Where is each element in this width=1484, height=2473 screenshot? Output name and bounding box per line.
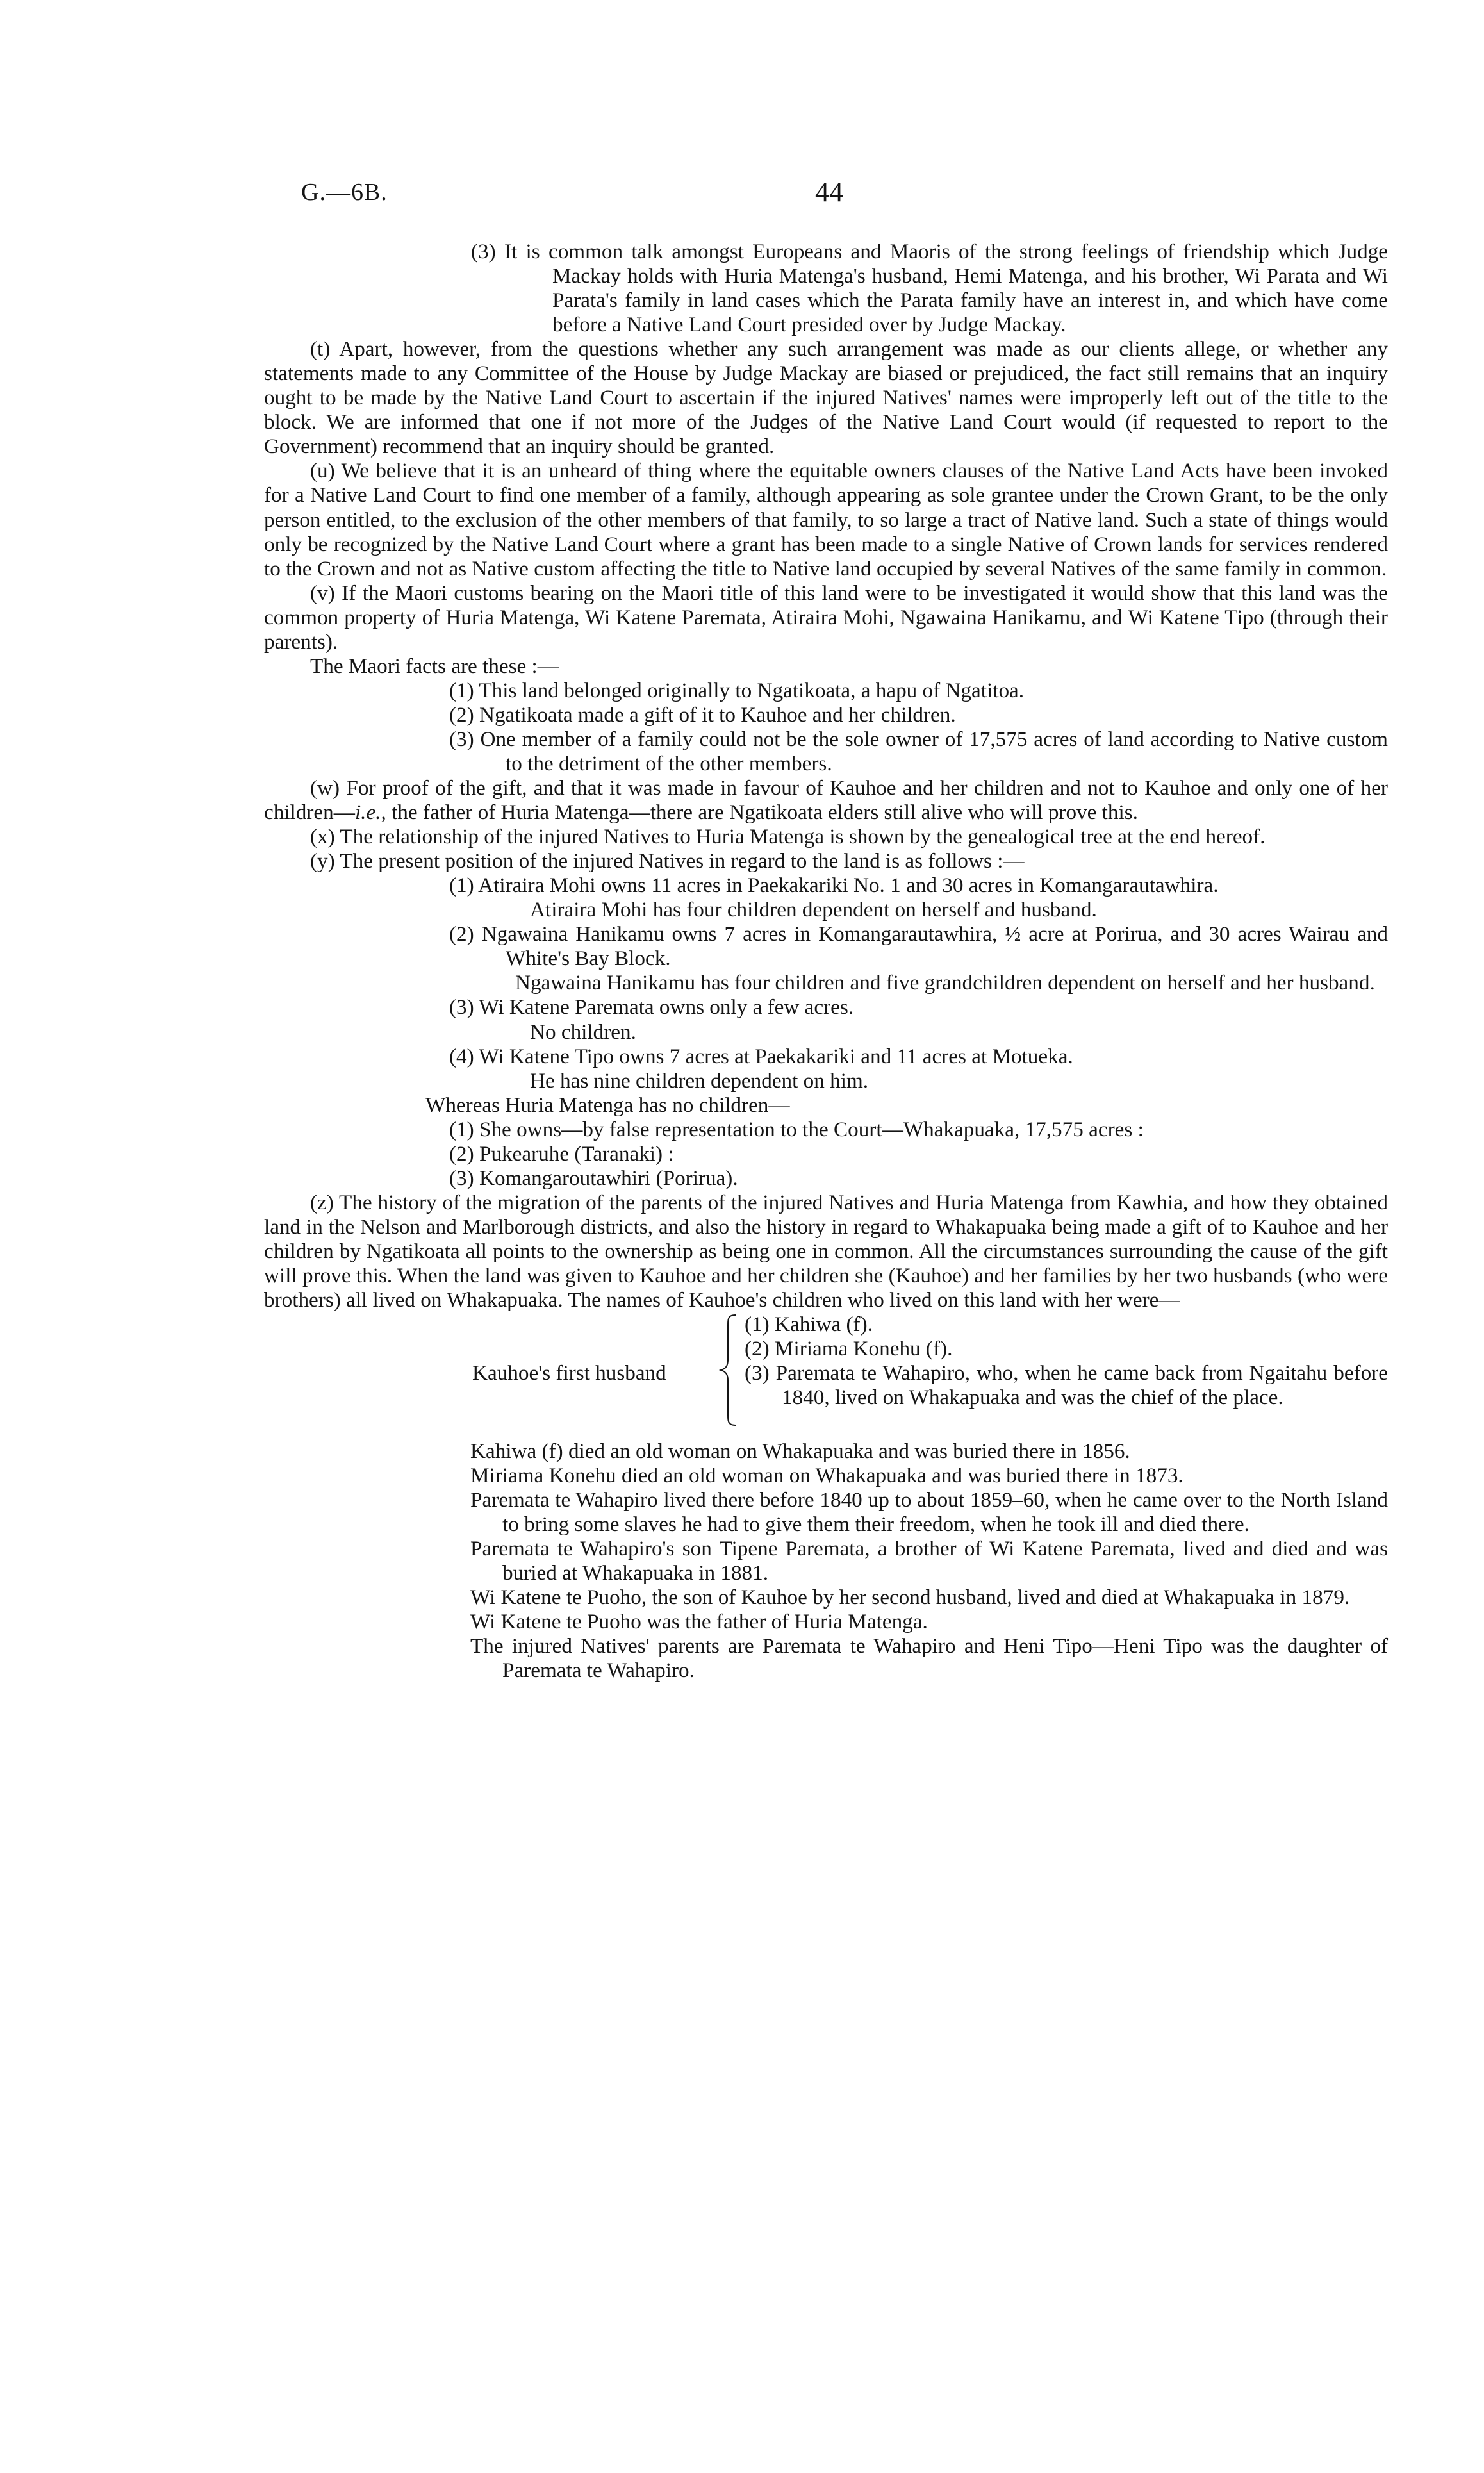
holding-1: (1) She owns—by false representation to the Court—Whakapuaka, 17,575 acres : [449,1117,1144,1141]
note-1: Kahiwa (f) died an old woman on Whakapuaka and was buried there in 1856. [470,1439,1130,1464]
paragraph-w-part-1: (w) For proof of the gift, and that it was made in favour of Kauhoe and her children and not to Kauhoe and only one of her children— [264,776,1388,825]
document-reference: G.—6B. [301,179,388,206]
paragraph-z: (z) The history of the migration of the parents of the injured Natives and Huria Matenga from Kawhia, and how they obtained land in the Nelson and Marlborough districts, and also the history in regard to Whakapuaka being made a gift of to Kauhoe and her children by Ngatikoata all points to the ownership as being one in common. All the circumstances surrounding the cause of the gift will prove this. When the land was given to Kauhoe and her children she (Kauhoe) and her families by her two husbands (who were brothers) all lived on Whakapuaka. The names of Kauhoe's children who lived on this land with her were— [264,1190,1388,1312]
facts-intro: The Maori facts are these :— [310,654,559,678]
fact-2: (2) Ngatikoata made a gift of it to Kauhoe and her children. [449,702,956,727]
paragraph-w-part-2: , the father of Huria Matenga—there are Ngatikoata elders still alive who will prove this. [381,800,1138,825]
document-body [264,240,1388,1683]
fact-1: (1) This land belonged originally to Ngatikoata, a hapu of Ngatitoa. [449,678,1025,702]
paragraph-t: (t) Apart, however, from the questions whether any such arrangement was made as our clients allege, or whether any statements made to any Committee of the House by Judge Mackay are biased or prejudiced, the fact still remains that an inquiry ought to be made by the Native Land Court to ascertain if the injured Natives' names were improperly left out of the title to the block. We are informed that one if not more of the Judges of the Native Land Court would (if requested to report to the Government) recommend that an inquiry should be granted. [264,337,1388,459]
paragraph-x: (x) The relationship of the injured Natives to Huria Matenga is shown by the genealogical tree at the end hereof. [310,825,1266,849]
paragraph-3: (3) It is common talk amongst Europeans and Maoris of the strong feelings of friendship which Judge Mackay holds with Huria Matenga's husband, Hemi Matenga, and his brother, Wi Parata and Wi Parata's family in land cases which the Parata family have an interest in, and which have come before a Native Land Court presided over by Judge Mackay. [471,240,1388,337]
curly-brace-icon [719,1312,738,1428]
note-6: Wi Katene te Puoho was the father of Huria Matenga. [470,1610,928,1634]
position-1: (1) Atiraira Mohi owns 11 acres in Paekakariki No. 1 and 30 acres in Komangarautawhira. [449,873,1219,898]
note-3: Paremata te Wahapiro lived there before 1840 up to about 1859–60, when he came over to the North Island to bring some slaves he had to give them their freedom, when he took ill and died there. [470,1488,1388,1537]
note-2: Miriama Konehu died an old woman on Whakapuaka and was buried there in 1873. [470,1464,1183,1488]
paragraph-w-ie: i.e. [354,800,381,825]
note-5: Wi Katene te Puoho, the son of Kauhoe by her second husband, lived and died at Whakapuaka in 1879. [470,1585,1350,1610]
position-2: (2) Ngawaina Hanikamu owns 7 acres in Komangarautawhira, ½ acre at Porirua, and 30 acres Wairau and White's Bay Block. [449,922,1388,971]
holding-2: (2) Pukearuhe (Taranaki) : [449,1141,674,1166]
whereas-line: Whereas Huria Matenga has no children— [425,1093,790,1117]
position-1-note: Atiraira Mohi has four children dependent on herself and husband. [530,898,1097,922]
page-number: 44 [815,176,843,208]
child-3: (3) Paremata te Wahapiro, who, when he came back from Ngaitahu before 1840, lived on Whakapuaka and was the chief of the place. [745,1361,1388,1410]
bracket-items [745,1312,1388,1410]
child-2: (2) Miriama Konehu (f). [745,1337,953,1361]
position-3-note: No children. [530,1020,636,1044]
note-7: The injured Natives' parents are Paremata te Wahapiro and Heni Tipo—Heni Tipo was the daughter of Paremata te Wahapiro. [470,1634,1388,1683]
paragraph-w [264,776,1388,825]
position-2-note: Ngawaina Hanikamu has four children and five grandchildren dependent on herself and her husband. [515,971,1375,995]
note-4: Paremata te Wahapiro's son Tipene Paremata, a brother of Wi Katene Paremata, lived and died and was buried at Whakapuaka in 1881. [470,1537,1388,1585]
child-1: (1) Kahiwa (f). [745,1312,873,1337]
position-3: (3) Wi Katene Paremata owns only a few acres. [449,995,854,1020]
position-4-note: He has nine children dependent on him. [530,1068,869,1093]
paragraph-y: (y) The present position of the injured Natives in regard to the land is as follows :— [310,849,1025,873]
holding-3: (3) Komangaroutawhiri (Porirua). [449,1166,738,1190]
bracket-label: Kauhoe's first husband [472,1361,666,1385]
position-4: (4) Wi Katene Tipo owns 7 acres at Paekakariki and 11 acres at Motueka. [449,1044,1073,1068]
paragraph-u: (u) We believe that it is an unheard of thing where the equitable owners clauses of the Native Land Acts have been invoked for a Native Land Court to find one member of a family, although appearing as sole grantee under the Crown Grant, to be the only person entitled, to the exclusion of the other members of that family, to so large a tract of Native land. Such a state of things would only be recognized by the Native Land Court where a grant has been made to a single Native of Crown lands for services rendered to the Crown and not as Native custom affecting the title to Native land occupied by several Natives of the same family in common. [264,459,1388,581]
fact-3: (3) One member of a family could not be the sole owner of 17,575 acres of land according to Native custom to the detriment of the other members. [449,727,1388,775]
children-bracket [379,1312,1388,1434]
paragraph-v: (v) If the Maori customs bearing on the Maori title of this land were to be investigated it would show that this land was the common property of Huria Matenga, Wi Katene Paremata, Atiraira Mohi, Ngawaina Hanikamu, and Wi Katene Tipo (through their parents). [264,581,1388,654]
